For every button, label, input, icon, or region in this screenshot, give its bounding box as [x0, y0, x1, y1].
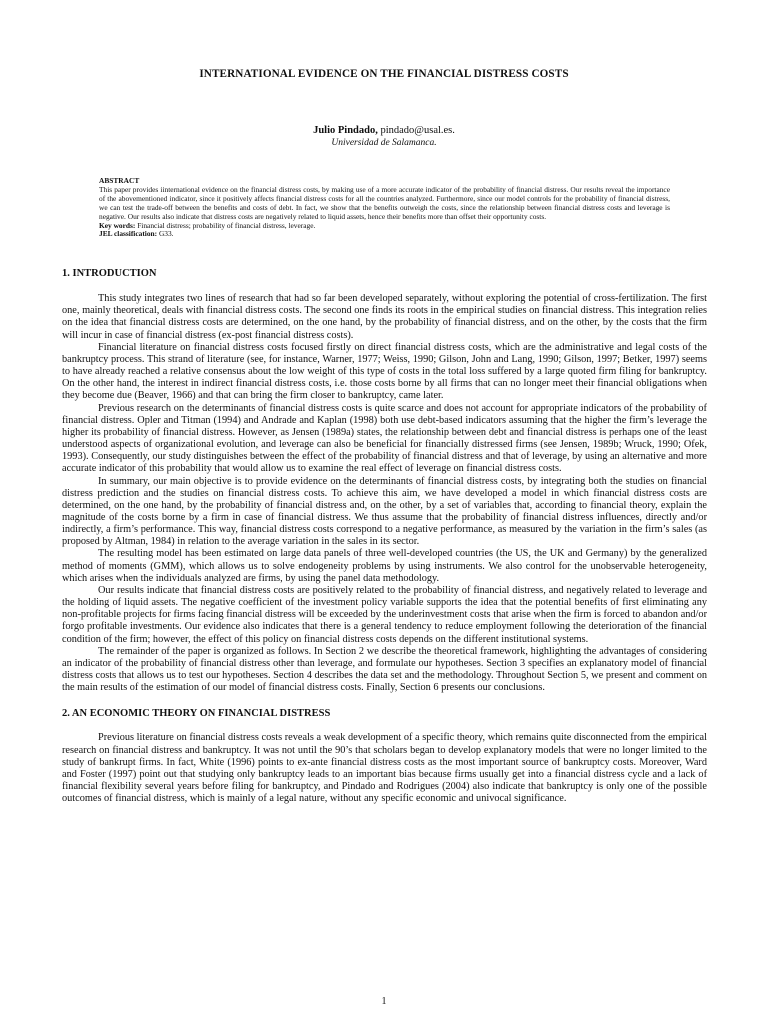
paragraph: The resulting model has been estimated on large data panels of three well-developed countries (the US, the UK and Germany) by the generalized method of moments (GMM), which allows us to solve endogeneity problems by using instruments. We also control for the unobservable heterogeneity, which arises when the individuals analyzed are firms, by using the panel data methodology. [62, 548, 707, 584]
abstract-heading: ABSTRACT [99, 176, 140, 185]
author-email: pindado@usal.es. [377, 125, 455, 136]
body-text [62, 268, 707, 805]
paper-title: INTERNATIONAL EVIDENCE ON THE FINANCIAL DISTRESS COSTS [199, 68, 569, 80]
author-line [0, 125, 768, 136]
jel-line [99, 230, 670, 239]
paragraph: Financial literature on financial distress costs focused firstly on direct financial distress costs, which are the administrative and legal costs of the bankruptcy process. This strand of literature (see, for instance, Warner, 1977; Weiss, 1990; Gilson, John and Lang, 1990; Gilson, 1997; Betker, 1997) seems to have already reached a relative consensus about the low weight of this type of costs in the total loss suffered by a large quoted firm filing for bankruptcy. On the other hand, the interest in indirect financial distress costs, i.e. those costs borne by all firms that can no longer meet their financial obligations when they become due (Beaver, 1966) and that can bring the firm closer to bankruptcy, came later. [62, 341, 707, 402]
abstract-text: This paper provides iinternational evidence on the financial distress costs, by making use of a more accurate indicator of the probability of financial distress. Our results reveal the importance of the abovementioned indicator, since it positively affects financial distress costs for all the countries analyzed. Furthermore, since our model controls for the probability of financial distress, we can test the trade-off between the benefits and costs of debt. In fact, we show that the benefits outweigh the costs, since the relationship between financial distress costs and leverage is negative. Our results also indicate that distress costs are negatively related to liquid assets, hence their benefits more than offset their opportunity costs. [99, 184, 670, 221]
paragraph: Previous literature on financial distress costs reveals a weak development of a specific theory, which remains quite disconnected from the empirical research on financial distress and bankruptcy. It was not until the 90’s that scholars began to develop explanatory models that were no longer limited to the study of bankrupt firms. In fact, White (1996) points to ex-ante financial distress costs as the most important source of bankruptcy costs. Moreover, Ward and Foster (1997) point out that studying only bankruptcy leads to an important bias because firms usually get into a financial distress cycle and a lack of financial flexibility several years before filing for bankruptcy, and Pindado and Rodrigues (2004) also indicate that bankruptcy is only one of the possible outcomes of financial distress, which is mainly of a legal nature, without any specific economic and univocal significance. [62, 732, 707, 805]
jel-text: G33. [157, 229, 174, 239]
page-number: 1 [381, 996, 387, 1007]
abstract [99, 177, 670, 239]
affiliation: Universidad de Salamanca. [331, 138, 437, 148]
author-name: Julio Pindado, [313, 125, 378, 136]
paragraph: This study integrates two lines of research that had so far been developed separately, without exploring the potential of cross-fertilization. The first one, mainly theoretical, deals with financial distress costs. The second one finds its roots in the empirical studies on financial distress. This integration relies on the idea that financial distress costs are determined, on the one hand, by the probability of financial distress, and on the other, by the costs that the firm will incur in case of financial distress (ex-post financial distress costs). [62, 293, 707, 341]
paragraph: Our results indicate that financial distress costs are positively related to the probability of financial distress, and negatively related to leverage and the holding of liquid assets. The negative coefficient of the investment policy variable supports the idea that the potential benefits of first eliminating any non-profitable projects for firms facing financial distress will be exceeded by the underinvestment costs that arise when the firm is forced to abandon and/or forgo profitable investments. Our evidence also indicates that there is a general tendency to reduce employment following the deterioration of the financial condition of the firm; however, the effect of this policy on financial distress costs depends on the different institutional systems. [62, 584, 707, 645]
keywords-line [99, 222, 670, 231]
paragraph: The remainder of the paper is organized as follows. In Section 2 we describe the theoretical framework, highlighting the advantages of considering an indicator of the probability of financial distress other than leverage, and formulate our hypotheses. Section 3 specifies an explanatory model of financial distress costs that allows us to test our hypotheses. Section 4 describes the data set and the methodology. Throughout Section 5, we present and comment on the main results of the estimation of our model of financial distress costs. Finally, Section 6 presents our conclusions. [62, 645, 707, 694]
paragraph: In summary, our main objective is to provide evidence on the determinants of financial distress costs, by integrating both the studies on financial distress prediction and the studies on financial distress costs. To achieve this aim, we have developed a model in which financial distress costs are determined, on the one hand, by the probability of financial distress and, on the other, by a set of variables that, according to financial theory, explain the magnitude of the costs borne by a firm in case of financial distress. We thus assume that the probability of financial distress influences, directly and/or indirectly, a firm’s performance. This way, financial distress costs correspond to a negative performance, as measured by the variation in the firm’s sales (as proposed by Altman, 1984) in relation to the average variation in the sales in its sector. [62, 475, 707, 548]
jel-label: JEL classification: [99, 229, 158, 239]
keywords-label: Key words: [99, 220, 136, 230]
section-heading-introduction: 1. INTRODUCTION [62, 268, 157, 279]
paragraph: Previous research on the determinants of financial distress costs is quite scarce and does not account for appropriate indicators of the probability of financial distress. Opler and Titman (1994) and Andrade and Kaplan (1998) both use debt-based indicators assuming that the higher the firm’s leverage the higher its probability of financial distress. However, as Jensen (1989a) states, the relationship between debt and financial distress is perhaps one of the least understood aspects of organizational evolution, and leverage can also be beneficial for financially distressed firms (see Jensen, 1989b; Wruck, 1990; Ofek, 1993). Consequently, our study distinguishes between the effect of the probability of financial distress and that of leverage, by using an alternative and more accurate indicator of this probability that would allow us to examine the real effect of leverage on financial distress costs. [62, 402, 707, 475]
section-heading-economic-theory: 2. AN ECONOMIC THEORY ON FINANCIAL DISTRESS [62, 708, 331, 720]
keywords-text: Financial distress; probability of financial distress, leverage. [135, 220, 316, 230]
